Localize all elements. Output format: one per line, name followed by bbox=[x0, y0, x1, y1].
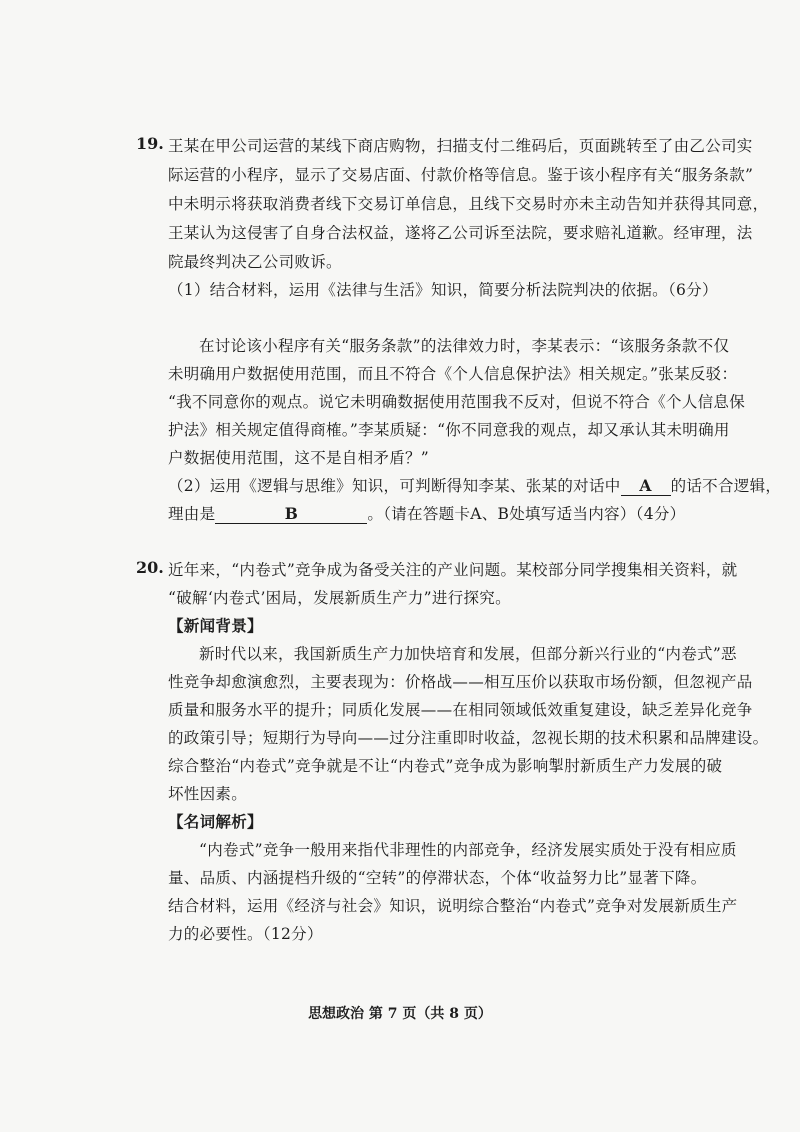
q20-number: 20. bbox=[136, 558, 164, 577]
q19-discussion-line: “我不同意你的观点。说它未明确数据使用范围我不反对，但说不符合《个人信息保 bbox=[168, 393, 746, 411]
news-line: 坏性因素。 bbox=[168, 785, 248, 803]
q19-subquestion-1: （1）结合材料，运用《法律与生活》知识，简要分析法院判决的依据。（6分） bbox=[168, 281, 718, 299]
q19-reason-suffix: 。（请在答题卡A、B处填写适当内容）（4分） bbox=[367, 505, 686, 523]
q19-line: 王某认为这侵害了自身合法权益，遂将乙公司诉至法院，要求赔礼道歉。经审理，法 bbox=[168, 224, 753, 242]
q19-line: 院最终判决乙公司败诉。 bbox=[168, 253, 342, 271]
q19-discussion-line: 护法》相关规定值得商榷。”李某质疑：“你不同意我的观点，却又承认其未明确用 bbox=[168, 421, 730, 439]
q20-intro-line: 近年来，“内卷式”竞争成为备受关注的产业问题。某校部分同学搜集相关资料，就 bbox=[168, 561, 738, 579]
q19-line: 中未明示将获取消费者线下交易订单信息，且线下交易时亦未主动告知并获得其同意， bbox=[168, 195, 769, 213]
term-line: 量、品质、内涵提档升级的“空转”的停滞状态，个体“收益努力比”显著下降。 bbox=[168, 869, 707, 887]
page-footer: 思想政治 第 7 页（共 8 页） bbox=[308, 1006, 492, 1022]
news-line: 性竞争却愈演愈烈，主要表现为：价格战——相互压价以获取市场份额，但忽视产品 bbox=[168, 673, 753, 691]
q19-line: 王某在甲公司运营的某线下商店购物，扫描支付二维码后，页面跳转至了由乙公司实 bbox=[168, 137, 753, 155]
q20-intro-line: “破解‘内卷式’困局，发展新质生产力”进行探究。 bbox=[168, 589, 511, 607]
news-line: 综合整治“内卷式”竞争就是不让“内卷式”竞争成为影响掣肘新质生产力发展的破 bbox=[168, 757, 723, 775]
term-explanation-heading: 【名词解析】 bbox=[168, 812, 263, 831]
q19-reason-line bbox=[168, 502, 685, 524]
q19-subquestion-2 bbox=[168, 474, 781, 496]
answer-blank-b: B bbox=[215, 504, 367, 524]
q19-line: 际运营的小程序，显示了交易店面、付款价格等信息。鉴于该小程序有关“服务条款” bbox=[168, 166, 754, 184]
q19-discussion-line: 在讨论该小程序有关“服务条款”的法律效力时，李某表示：“该服务条款不仅 bbox=[199, 337, 730, 355]
q20-question-line: 结合材料，运用《经济与社会》知识，说明综合整治“内卷式”竞争对发展新质生产 bbox=[168, 897, 738, 915]
term-line: “内卷式”竞争一般用来指代非理性的内部竞争，经济发展实质处于没有相应质 bbox=[199, 841, 737, 859]
news-line: 质量和服务水平的提升；同质化发展——在相同领域低效重复建设，缺乏差异化竞争 bbox=[168, 701, 753, 719]
q20-question-line: 力的必要性。（12分） bbox=[168, 925, 323, 943]
q19-reason-prefix: 理由是 bbox=[168, 505, 216, 523]
news-background-heading: 【新闻背景】 bbox=[168, 616, 263, 635]
q19-number: 19. bbox=[136, 134, 164, 153]
news-line: 新时代以来，我国新质生产力加快培育和发展，但部分新兴行业的“内卷式”恶 bbox=[199, 645, 737, 663]
q19-sub2-suffix: 的话不合逻辑， bbox=[670, 477, 782, 495]
news-line: 的政策引导；短期行为导向——过分注重即时收益，忽视长期的技术积累和品牌建设。 bbox=[168, 729, 769, 747]
q19-discussion-line: 未明确用户数据使用范围，而且不符合《个人信息保护法》相关规定。”张某反驳： bbox=[168, 365, 738, 383]
q19-discussion-line: 户数据使用范围，这不是自相矛盾？” bbox=[168, 449, 430, 467]
q19-sub2-prefix: （2）运用《逻辑与思维》知识，可判断得知李某、张某的对话中 bbox=[168, 477, 621, 495]
answer-blank-a: A bbox=[621, 476, 671, 496]
